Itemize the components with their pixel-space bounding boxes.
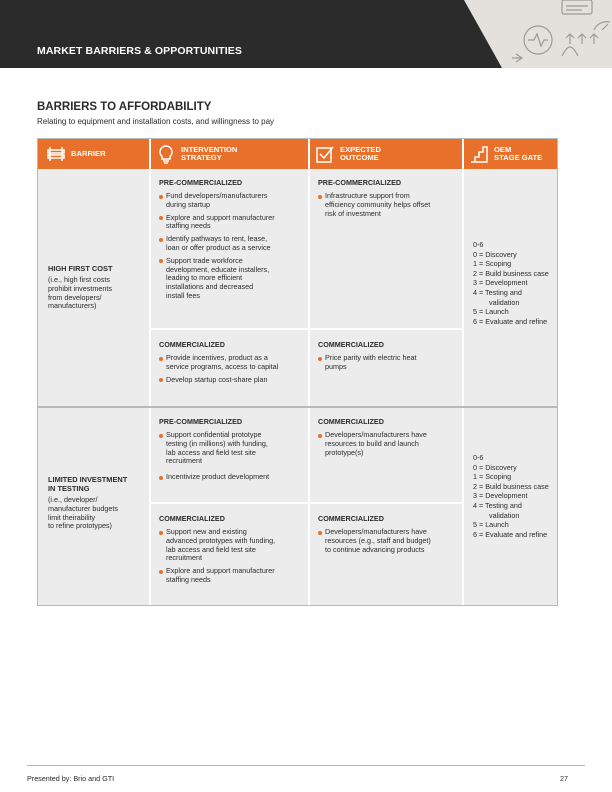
header-gate-line1: OEM — [494, 144, 512, 154]
section-subtitle: Relating to equipment and installation costs, and willingness to pay — [37, 117, 275, 126]
barriers-table — [37, 138, 558, 606]
gate-line: 5 = Launch — [473, 520, 509, 530]
gate-line: 4 = Testing and — [473, 287, 522, 297]
table-header — [38, 139, 557, 169]
list-item: Provide incentives, product as a service programs, access to capital — [159, 354, 305, 372]
checkbox-icon — [315, 144, 335, 164]
header-divider — [308, 139, 310, 169]
list-item: Develop startup cost-share plan — [159, 376, 305, 385]
phase-label: PRE-COMMERCIALIZED — [318, 178, 402, 187]
strategy-cell — [151, 330, 308, 406]
strategy-cell — [151, 504, 308, 605]
lightbulb-icon — [156, 144, 176, 164]
section-title: BARRIERS TO AFFORDABILITY — [37, 101, 212, 113]
strategy-cell — [151, 169, 308, 328]
phase-label: PRE-COMMERCIALIZED — [159, 417, 243, 426]
gate-line: 0 = Discovery — [473, 249, 517, 259]
list-item: Developers/manufacturers have resources to build and launch prototype(s) — [318, 431, 460, 457]
barrier-icon — [46, 144, 66, 164]
gate-line: 1 = Scoping — [473, 472, 512, 482]
list-item: Support confidential prototype testing (in millions) with funding, lab access and field test site recruitment — [159, 431, 305, 466]
barrier-desc-line: (i.e., high first costs — [48, 275, 110, 284]
gate-line: validation — [489, 297, 520, 307]
header-title: MARKET BARRIERS & OPPORTUNITIES — [37, 45, 242, 57]
phase-label: COMMERCIALIZED — [318, 340, 384, 349]
phase-label: COMMERCIALIZED — [159, 340, 225, 349]
gate-line: 3 = Development — [473, 491, 528, 501]
header-intervention-line2: STRATEGY — [181, 153, 222, 162]
barrier-cell — [38, 169, 149, 406]
gate-line: 2 = Build business case — [473, 481, 549, 491]
header-barrier — [46, 139, 146, 169]
decorative-icons-banner — [442, 0, 612, 68]
list-item: Support trade workforce development, educate installers, leading to more efficient installations and decreased install fees — [159, 257, 305, 301]
barrier-desc-line: limit theirability — [48, 512, 96, 522]
gate-line: 0-6 — [473, 453, 484, 462]
phase-label: COMMERCIALIZED — [318, 514, 384, 523]
gate-line: 4 = Testing and — [473, 500, 522, 510]
footer-divider — [27, 765, 585, 766]
list-item: Explore and support manufacturer staffing needs — [159, 567, 305, 585]
barrier-desc-line: (i.e., developer/ — [48, 495, 98, 504]
barrier-desc-line: manufacturer budgets — [48, 503, 118, 513]
outcome-cell — [310, 504, 462, 605]
outcome-cell — [310, 408, 462, 502]
barrier-desc-line: prohibit investments — [48, 283, 112, 293]
header-intervention-line1: INTERVENTION — [181, 144, 238, 154]
header-outcome-line1: EXPECTED — [340, 144, 381, 154]
header-oem-stage-gate — [469, 139, 557, 169]
gate-line: 0 = Discovery — [473, 462, 517, 472]
list-item: Fund developers/manufacturers during startup — [159, 192, 305, 210]
barrier-title: LIMITED INVESTMENT — [48, 475, 128, 484]
outcome-cell — [310, 169, 462, 328]
header-gate-line2: STAGE GATE — [494, 153, 543, 162]
barrier-desc-line: manufacturers) — [48, 301, 97, 311]
stage-gate-cell — [464, 169, 557, 406]
phase-label: COMMERCIALIZED — [318, 417, 384, 426]
header-expected-outcome — [315, 139, 455, 169]
barrier-desc-line: to refine prototypes) — [48, 521, 112, 531]
list-item: Developers/manufacturers have resources (e.g., staff and budget) to continue advancing products — [318, 528, 460, 554]
gate-line: 1 = Scoping — [473, 259, 512, 269]
header-band — [0, 0, 612, 68]
gate-line: 0-6 — [473, 240, 484, 249]
gate-line: 5 = Launch — [473, 307, 509, 317]
barrier-desc-line: from developers/ — [48, 292, 102, 302]
list-item: Explore and support manufacturer staffing needs — [159, 214, 305, 232]
list-item: Infrastructure support from efficiency community helps offset risk of investment — [318, 192, 460, 218]
header-barrier-line1: BARRIER — [71, 148, 106, 158]
barrier-title: IN TESTING — [48, 484, 90, 493]
gate-line: 2 = Build business case — [473, 268, 549, 278]
gate-line: validation — [489, 510, 520, 520]
barrier-cell — [38, 408, 149, 605]
stage-gate-cell — [464, 408, 557, 605]
gate-line: 3 = Development — [473, 278, 528, 288]
page-number: 27 — [560, 774, 568, 783]
gate-line: 6 = Evaluate and refine — [473, 529, 548, 539]
list-item: Price parity with electric heat pumps — [318, 354, 460, 372]
stairs-icon — [469, 144, 489, 164]
list-item: Incentivize product development — [159, 473, 305, 482]
list-item: Support new and existing advanced prototypes with funding, lab access and field test site recruitment — [159, 528, 305, 563]
strategy-cell — [151, 408, 308, 502]
header-outcome-line2: OUTCOME — [340, 153, 379, 162]
phase-label: PRE-COMMERCIALIZED — [159, 178, 243, 187]
barrier-title: HIGH FIRST COST — [48, 264, 113, 273]
gate-line: 6 = Evaluate and refine — [473, 316, 548, 326]
outcome-cell — [310, 330, 462, 406]
list-item: Identify pathways to rent, lease, loan or offer product as a service — [159, 235, 305, 253]
header-divider — [149, 139, 151, 169]
header-divider — [462, 139, 464, 169]
phase-label: COMMERCIALIZED — [159, 514, 225, 523]
header-intervention-strategy — [156, 139, 306, 169]
footer-presented-by: Presented by: Brio and GTI — [27, 774, 115, 783]
